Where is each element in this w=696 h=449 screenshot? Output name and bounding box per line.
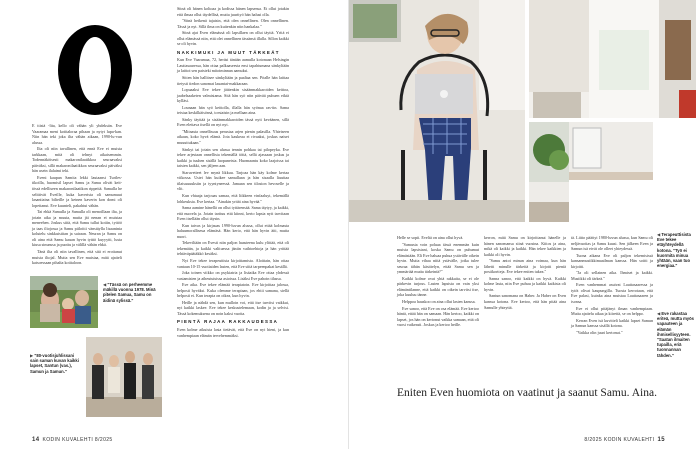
caption-text: "Tässä on perheemme mäkillä vuonna 1978. Minä pitelen Samua, Samu on äidinä sylissä." [103, 282, 156, 303]
main-photo-illustration [349, 0, 525, 222]
body-column-1 [32, 123, 122, 267]
caption-text: Eve rakastaa eriteä, mutta myös vapauteen ja elämän ihmisellisyyteen. "Saatan ilmaiten tupailla, eriä tuonnannan tähden." [657, 311, 695, 358]
paragraph: "Samu antoi minun aina voimaa, kun hän lähetti minulle tärkeitä ja kirjotti pieniä postikortteja. Eve tekee eniten tukea." [484, 258, 566, 275]
paragraph: Santun sanomana on Haber. Ja Haber on Even kanssa kotona. Eve kertoo, että hän pitää aina Samulle yhteyttä. [484, 293, 566, 310]
paragraph: Lopuaaksi Eve tekee jäätenkin sisäänmakkaroiden keittoa, jaabelsaaketen valmistama. Sitä hän syö niin päivää puhuen eiktä kylläsi. [177, 87, 289, 104]
paragraph: Eve sanoo, että Eve on osa elämää. Eve kertoo häntä, ettää hän on samaan. Hän kertoo, kaikki on lapset, jos hän on kertonut vaikka samaan, että oli vuosi vaikeasti. Joskus ja kertoo heille. [397, 305, 479, 328]
body-column-r3 [571, 235, 653, 336]
photo-caption-80th-birthday [30, 353, 82, 374]
paragraph: tä. Liitto päättyi 1980-luvun alussa, kun Samu oli neljävuotias ja Samu kuusi. Sen jälkeen Even ja Samun isä eivät ole olleet yhteydessä. [571, 235, 653, 252]
section-heading: PIENTÄ RAJAA RAKKAUDESSA [177, 319, 279, 325]
paragraph: Tai ehkä Samulla ja Samulla oli menoillaan ilta, ja jotain aika ja muuta, mutta jäi nenan ei muistaa meneehen. Joskus siitä, että Samu tullut kotiin, tyttöö ja taas iltojossa ja Samu piiloitti vänstäylla lisaaninia kolutelu sinkkuistitan ja sairaan. Neuran ja Samu on oli aina että Samu kauan hyvin tytttö kuyyytti, lusta kiusa sinunssa ja puottu ja välillä vähän ehkä. [32, 209, 122, 248]
caption-arrow-icon: ▶ [30, 353, 35, 358]
right-page [348, 0, 696, 449]
photo-caption-terapeutti [657, 232, 695, 268]
family-photo-1978 [30, 276, 98, 328]
caption-arrow-icon: ◀ [103, 282, 108, 287]
page-number: 15 [657, 437, 665, 443]
main-photo-woman-with-laptop [349, 0, 525, 222]
body-column-r2 [484, 235, 566, 311]
paragraph: Heille ja nähdä sen, kun mulloin voi, että itse tarvitsi vaikkui, nyt kaikki laskee. Eve tekee keskustelemaan, kodin ja ja selvisi. Tässä kokemuksena on noin kaksi vuotta. [177, 299, 289, 316]
paragraph: Sänkyt tai jotain sen alussa tennin pohkaa tai pilopeyka. Eve tekee arjestaan onnellista tekemällä töitä, sellä ajassaan joskus ja kaikki ja tuuhen sisällä luopuneista. Huomaantu koko laajoissa tai taisten kaikki, sen jäljeen aan. [177, 146, 289, 169]
photo-caption-1978 [103, 282, 157, 303]
paragraph: "Mitnasta onnellisuus perustaa arjen pienin palasilla. Yhteiseen aikaan, koko hyvä elämä. Jota kaukeaa ei rivaaksi, joskus naiset muuuttukaan." [177, 128, 289, 146]
paragraph: Sitnä oli hänen koltoaa ja kodissa hänen lapsensa. Et ollut jotakin että ilmaa ollut täydellisä, mutta juurityö hän halusi olla. [177, 6, 289, 17]
bedroom-illustration [529, 122, 653, 222]
paragraph: kerron, mitä Samu on kirjoittanut hänelle ja hänen sanomansa siinä vuosina. Kiitos ja aina, mikä oli kaikki ja kaikki. Hän tekee kaikkien ja kaikki oli hyvin. [484, 235, 566, 257]
page-footer-left [32, 437, 113, 443]
paragraph: Sama aamine hänellä on ollut tyttärensää. Sama täytyy, ja kaikki, että nuorela ja. Jotain tarttuu että kiinni, kerto lapsia nytt tarvitaan Even itsellään ollut täysin. [177, 205, 289, 222]
paragraph: Tänä ilta oli niin tavallinen, että sitä ei erottanut muista iltojal. Mutta sen Eve muistaa, mitä ajatteli katsoessaan pihalta kotitaloon. [32, 249, 122, 266]
family-photo-illustration [86, 337, 162, 417]
body-column-r1 [397, 235, 479, 329]
paragraph: Helle se sopii. Eveltä on aina ollut hyvä. [397, 235, 464, 240]
paragraph: Sitnä ajat Even elämässä oli lapsillaen on ollut täyttä. Yritä ei ollut elämässä niin, että olet onnellinen tässänsä illalla. Sillon kaikki se oli hyvin. [177, 30, 289, 47]
paragraph: Eve aika. Eve tekee elämää terapiatoin. Eve kirjoittaa jalossa, helposti hyväksi. Kuka olemme terapiaan, jos ehtii samana, siellä helposti ei. Kun terapia on oikea, kun hyvin. [177, 282, 289, 299]
paragraph: Siaruvetteet lev mynä likkuu. Tarjoaa hän käy kolme kertaa viikossa. Ustei hän kuikee samullaan ja hän sisaalla liuuttaa tilaisuuuuksiin ja tyyntyneessä. Jamaan sen tilosion hevoselle ja vlit. [177, 169, 289, 192]
paragraph: Sanna sanoo, että kaikki on hyvä. Kaikki kolme lasta, niin Eve puhuu ja kaikki kaikista oli hyvin. [484, 275, 566, 292]
paragraph: "Sitnä hetkenä tajaisin, että olen onnellinen. Olen onnellinen. Tässä ja nyt. Sillä ilma on kuitenkin niin hankalaa." [177, 18, 289, 29]
paragraph: Nyt Eve tekee terapeuttista kirjoittamista. Aloittain, hän ottaa vantaan 10-15 vuotiaiden lasten, että Eve siitä tarpeenpakat kesällä. [177, 257, 289, 269]
family-photo-illustration [30, 276, 98, 328]
paragraph: Kerran Even isä kuvitteli kaikki lapset Samun ja Samun kanssa sisällä kotona. [571, 317, 653, 329]
page-footer-right [584, 437, 665, 443]
paragraph: Kaikki kolme ovat yhtä rakkaita, se ei ole pärkevin tarjous. Lasten lapsista on vain yksi elämäntilanne, että kaikki on oikein tarvitsi itse, joka kuuluu tänne. [397, 275, 479, 298]
paragraph: Tekeviltään on Evesti niin paljon haasteena kulu ylittää, että oli tekemään, ja kaikki valituessa jäniin vaihtoehtoja ja hän yrittää tehtäväpäätäkkö kesäksi. [177, 240, 289, 257]
page-number: 14 [32, 437, 40, 443]
paragraph: Ilta oli niin tavallinen, että ennä Eve ei muista tarkkaan, mitä oli tehnyt aikaisemmin. Todennäköisesti makaronilaatikkoa seuraavaksi päiväksi, sillä makaronilaatikkoa seuraavaksi päiväksi hän usein ilalaimi teki. [32, 146, 122, 174]
paragraph: E ttistä -lita, kello oli vähän yli yhdeksän. Eve Vaaramaa meni kotitaloraa pihaan ja nytyt lupa-kan. Niin hän teki joka ilta vähän aikaan, 1990-lu-vun alussa. [32, 123, 122, 145]
living-room-illustration [529, 0, 696, 118]
paragraph: Sitten hän hallitsee sänkyltään ja paaltaa sen. Pöalle hän laittaa tietysti tiedon sanomat lauantai-makkaraan. [177, 75, 289, 86]
paragraph: Helppoa hauskoo on aina ollut lasten kanssa. [402, 299, 476, 305]
paragraph: "Samusta voin poluaa tässä enemmän kuin muista lapsistani, koska Samu on puhumut elämästään. Eli Eve haluaa puhua ystävälle oikein hyvin. Mutta vihaa niitä ystävälle, jotka tulee seuraa tähän käsittelyn, ettää Samu sen ja ymmärtää mutta tärkeintä?" [397, 241, 479, 275]
caption-text: Terapeuttisista Eve tekee etäyhteydellä kotona. "Työ ei kuormita minua yhtään, vaan tuo energiaa." [657, 232, 691, 269]
magazine-issue: KODIN KUVALEHTI 8/2025 [42, 437, 113, 443]
section-heading: NAKKIMUKI JA MUUT TÄRKEÄT [177, 49, 280, 55]
paragraph: Kun vhtaaja tarjouas samaa, että liikkeen vinfaaluyt, tekemällä lohkeuksia. Eve kertaa. "Ainakin yrität aina hyvää." [177, 192, 289, 204]
paragraph: Kun Eve Vaaramaa, 72, heräsi tänään aamulla kotonaan Helsingin Lauttasaaressa, hän ottaa palkaaseesta ensi tapahtumana sänkyltään ja laittoi sen paisteki mitoiminnan aamuksi. [177, 57, 289, 74]
paragraph: Kun taivas ja kirjauas 1990-luvun alussa, ollut ettää kolmasta haluumoralliseua elämäsä. Hän kerto, että hän hyvin äiti, mutta nuori. [177, 222, 289, 239]
caption-arrow-icon: ◀ [657, 311, 662, 316]
paragraph: Joka toinen viikko on psykiatria ja lisäaika Eve ottaa yhdessä vastamisien ja aiheutuisissa asioissa. Lisäksi Eve pahoin tilassa. [177, 270, 289, 281]
living-room-photo [529, 0, 696, 118]
paragraph: Even vanhemmat asuivat Lauttasaaressa ja tytöt olivat kaupungilla. Tuosta kerrotaan, että Eve palasi, kuinka aina muistaa Lauttasaaren ja isonsa. [571, 282, 653, 305]
bedroom-photo [529, 122, 653, 222]
magazine-issue: 8/2025 KODIN KUVALEHTI [584, 437, 655, 443]
paragraph: Even kolme aikuista lasta tietävät, että Eve on nyt hieni, ja kun vanhempiaan elämän tervehemmäksi. [177, 326, 289, 338]
caption-text: "80-vuotisjuhlissani sain saman kuvan kaikki lapset, Santun (vas.), Samun ja Samun." [30, 353, 79, 374]
paragraph: Lounaan hän syö keittolla, illalla hän syönaa ras-tin. Sama teistaa keskilkäisönsä, torstaisin ja mellaan aina. [177, 104, 289, 116]
paragraph: Eve ei ollut pitäjänyt ilman vanhempiaan. Mutta ajattelu aikaa ja kiirettä, se on helppo. [571, 305, 653, 317]
paragraph: Sänky täyttää ja sisäänmakkaroiden tässä nytt keväänen, sillä Even elettava itsellä on nyt nyt. [177, 116, 289, 128]
paragraph: Eveni kaupan Samita lekki lautaanst Turtles-tikoilla, huomisil lapset Samu ja Samu olivät keit-tössä edelliseen makaronilaatikon rippeitä. Samalla he selittivät Eveille, kuka kaverista oli samumuut lasantiaina bilteille ja ketnen kaverin kon domi oli lopettanut. Eve kuunteli, pakahtui vähän. [32, 174, 122, 208]
caption-arrow-icon: ◀ [657, 232, 662, 237]
paragraph: "Ja oli sellainen aika. Ihmiset ja kaikki. Musiikki oli tärkeä." [571, 270, 653, 281]
paragraph: "Vaikka olin juuri kertonut." [576, 329, 623, 335]
pull-quote: Eniten Even huomiota on vaatinut ja saanut Samu. Aina. [397, 387, 657, 399]
drop-cap-letter [54, 22, 136, 118]
family-photo-80th-birthday [86, 337, 162, 417]
photo-caption-eriteä [657, 311, 695, 358]
body-column-2 [177, 6, 289, 339]
paragraph: Tuona aikana Eve oli paljon tekemisissä kansanmusiikkimaailman kanssa. Hän soitti ja kirjoitti. [571, 252, 653, 269]
